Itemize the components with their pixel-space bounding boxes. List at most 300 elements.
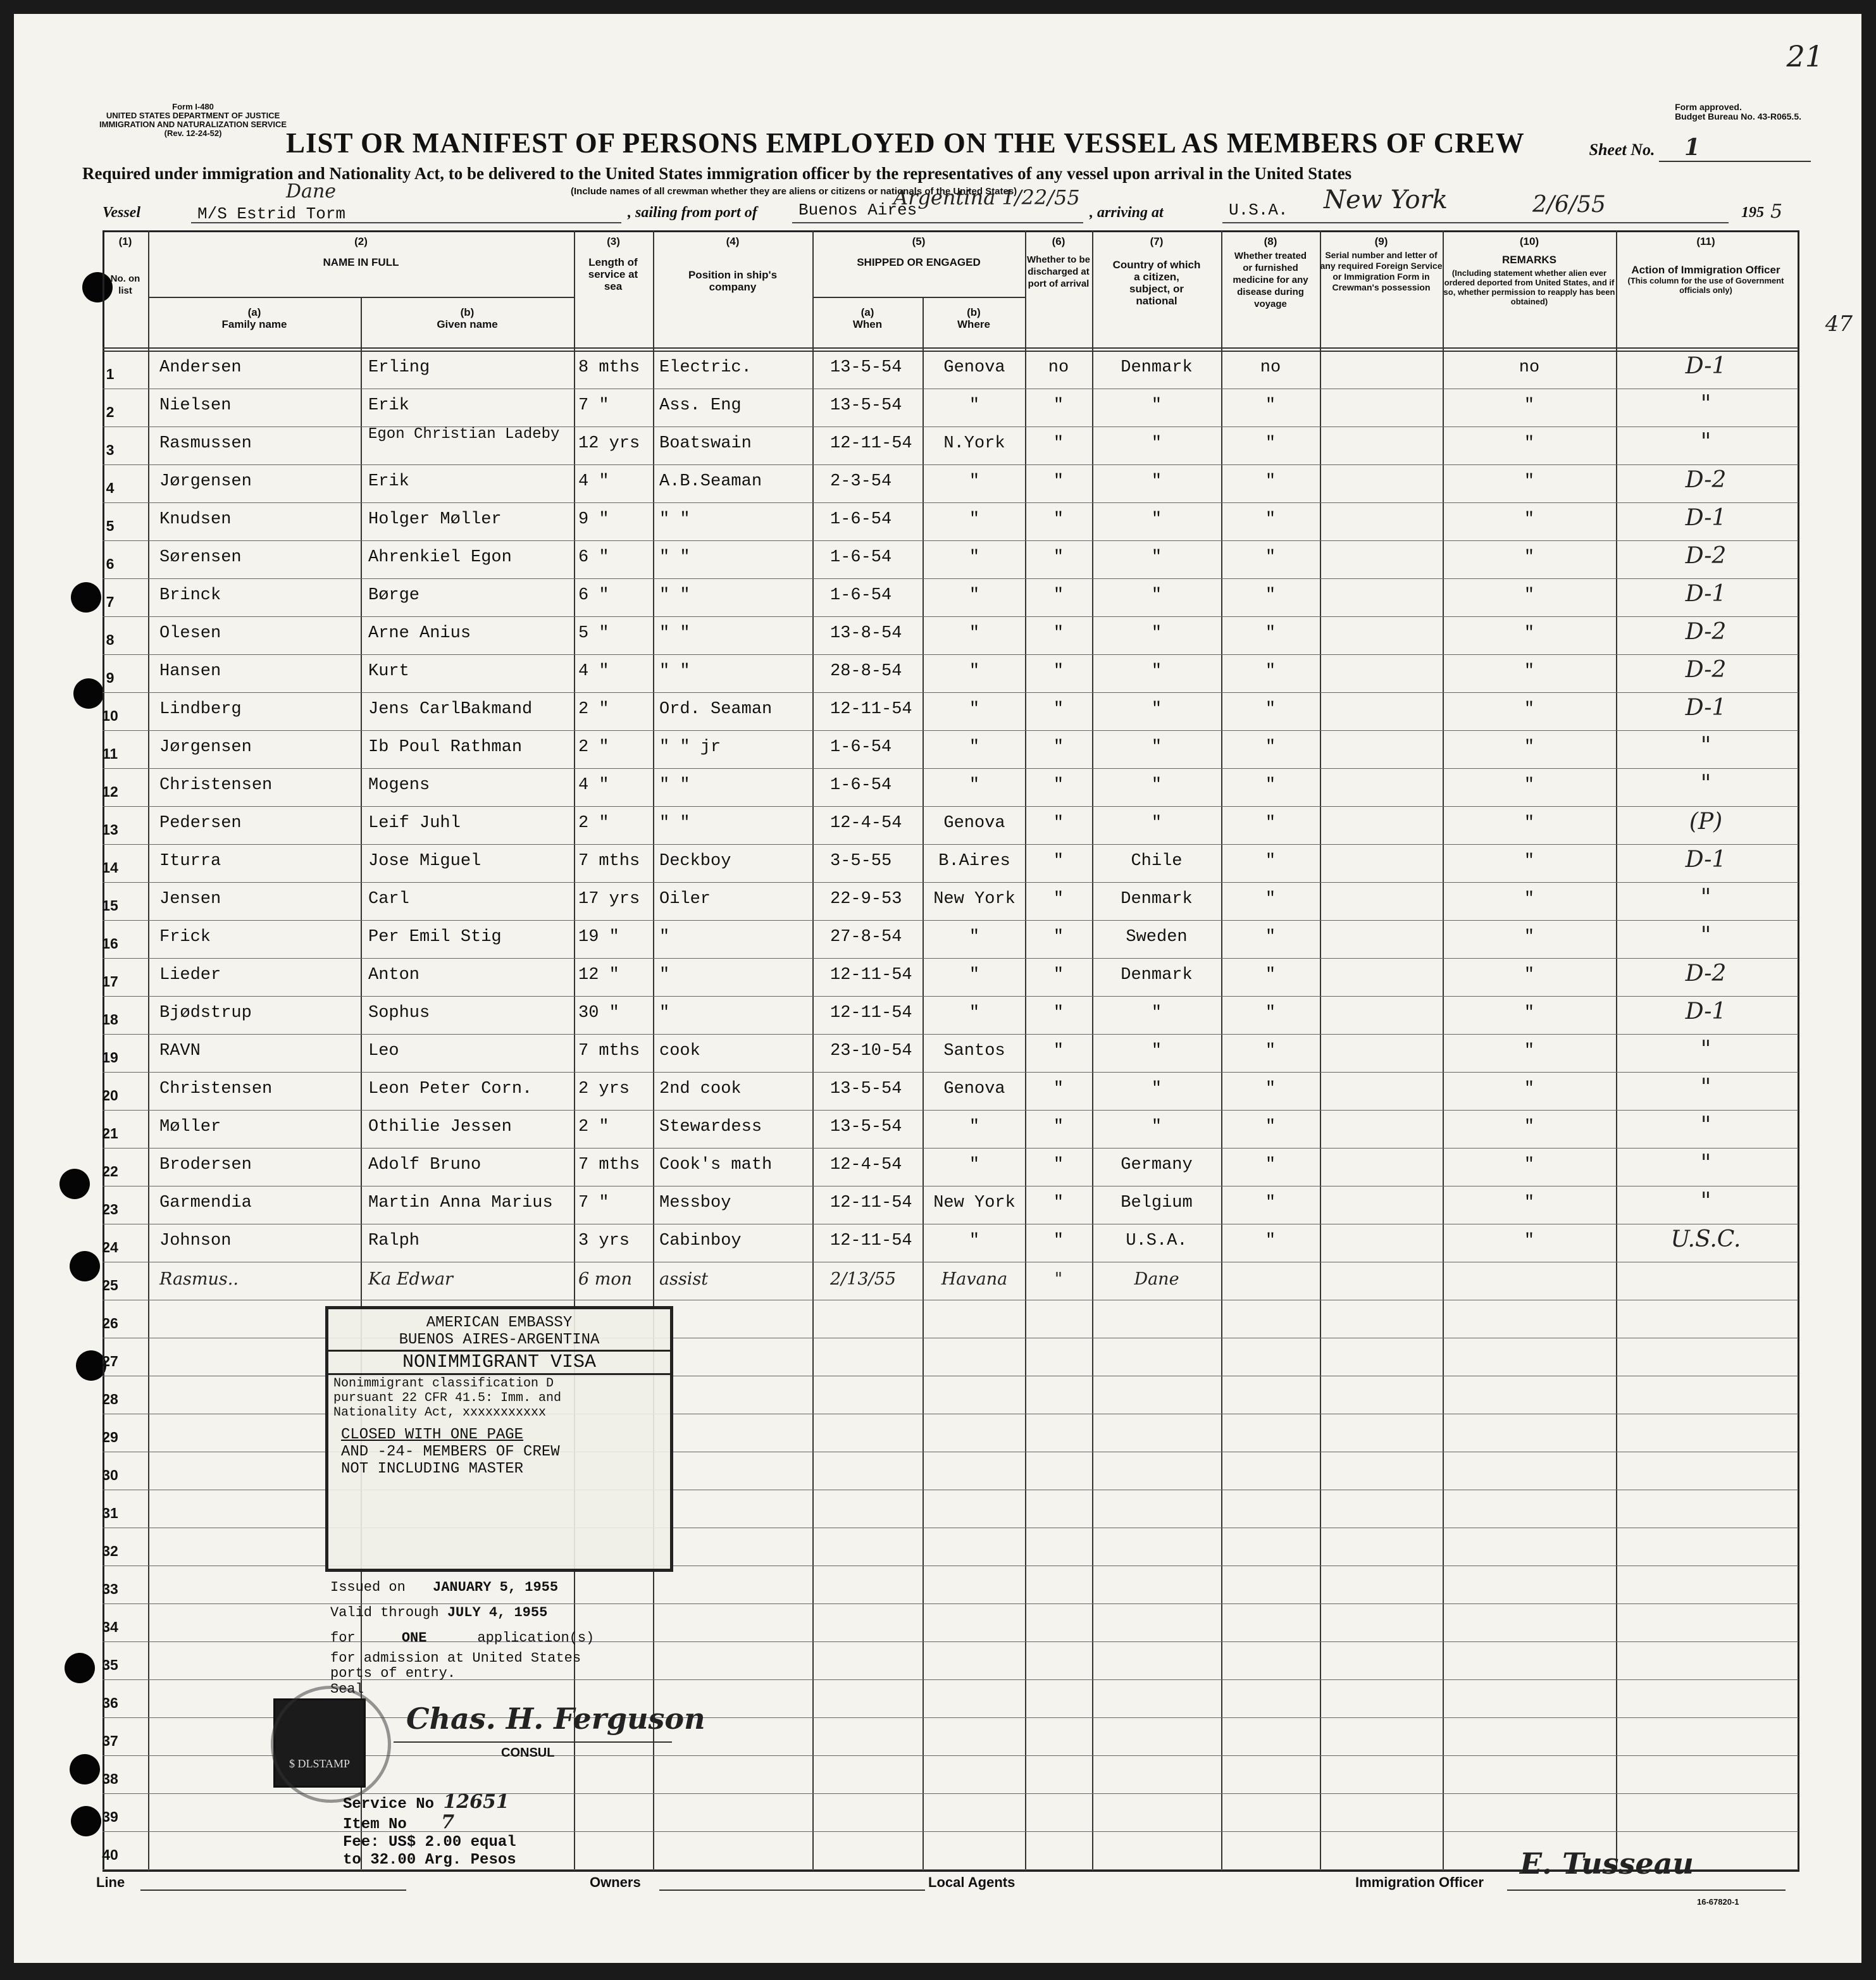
cell-action: " (1700, 1037, 1711, 1062)
cell-when: 22-9-53 (830, 890, 902, 909)
page-number: 21 (1786, 39, 1823, 73)
cell-disch: " (1053, 700, 1064, 719)
cell-given: Jose Miguel (368, 852, 481, 871)
cell-remarks: no (1519, 358, 1540, 377)
cell-service: 6 " (578, 586, 609, 605)
cell-service: 4 " (578, 472, 609, 491)
cell-action: (P) (1689, 809, 1723, 835)
cell-given: Erik (368, 472, 409, 491)
footer-owners-label: Owners (590, 1874, 641, 1890)
cell-given: Kurt (368, 662, 409, 681)
cell-when: 1-6-54 (830, 738, 892, 757)
cell-disch: " (1053, 814, 1064, 833)
cell-when: 13-5-54 (830, 358, 902, 377)
cell-given: Mogens (368, 776, 430, 795)
cell-position: " " (659, 586, 690, 605)
cell-service: 7 mths (578, 1042, 640, 1061)
line-number: 30 (102, 1467, 118, 1483)
cell-disch: " (1053, 548, 1064, 567)
cell-where: " (969, 662, 980, 681)
arriving-label: , arriving at (1090, 204, 1164, 221)
cell-family: Brinck (159, 586, 221, 605)
col-5a-header: (a) When (852, 306, 883, 330)
cell-remarks: " (1524, 1118, 1535, 1136)
form-identifier (99, 103, 287, 138)
cell-family: RAVN (159, 1042, 201, 1061)
cell-family: Christensen (159, 776, 273, 795)
cell-disch: no (1048, 358, 1069, 377)
line-number: 3 (106, 442, 115, 458)
cell-action: D-1 (1685, 353, 1727, 379)
line-number: 11 (102, 745, 118, 762)
cell-action: D-1 (1685, 505, 1727, 531)
cell-service: 6 " (578, 548, 609, 567)
cell-where: " (969, 1004, 980, 1023)
cell-med: " (1265, 624, 1276, 643)
cell-disch: " (1053, 396, 1064, 415)
cell-remarks: " (1524, 1193, 1535, 1212)
year-digit-handwritten: 5 (1770, 201, 1783, 223)
cell-family: Nielsen (159, 396, 232, 415)
cell-family: Andersen (159, 358, 242, 377)
stamp-issued-date: JANUARY 5, 1955 (433, 1579, 559, 1595)
stamp-classification: Nonimmigrant classification D (333, 1376, 554, 1391)
cell-remarks: " (1524, 510, 1535, 529)
table-row (102, 654, 1798, 692)
line-number: 12 (102, 783, 118, 800)
table-row (102, 1186, 1798, 1224)
cell-disch: " (1053, 1080, 1064, 1099)
budget-bureau: Budget Bureau No. 43-R065.5. (1675, 111, 1801, 121)
cell-med: " (1265, 776, 1276, 795)
cell-med: " (1265, 1231, 1276, 1250)
cell-service: 2 " (578, 700, 609, 719)
cell-action: " (1700, 885, 1711, 911)
cell-country: " (1151, 814, 1162, 833)
cell-country: Denmark (1121, 966, 1193, 985)
cell-country: " (1151, 472, 1162, 491)
cell-disch: " (1053, 472, 1064, 491)
cell-where: " (969, 700, 980, 719)
line-number: 26 (102, 1315, 118, 1331)
vessel-flag-handwritten: Dane (286, 180, 337, 202)
sailing-port: Buenos Aires (798, 201, 917, 220)
cell-med: " (1265, 814, 1276, 833)
cell-med: " (1265, 1080, 1276, 1099)
cell-family: Garmendia (159, 1193, 252, 1212)
cell-given: Erling (368, 358, 430, 377)
cell-action: " (1700, 1150, 1711, 1176)
cell-position: " " (659, 814, 690, 833)
vessel-name: M/S Estrid Torm (197, 204, 346, 223)
cell-country: Belgium (1121, 1193, 1193, 1212)
line-number: 6 (106, 556, 115, 572)
line-number: 29 (102, 1429, 118, 1445)
cell-service: 4 " (578, 776, 609, 795)
footer-officer-label: Immigration Officer (1355, 1874, 1484, 1890)
col-7-header: (7) Country of which a citizen, subject, or national (1112, 235, 1201, 307)
cell-position: " " (659, 548, 690, 567)
line-number: 9 (106, 669, 115, 686)
cell-when: 12-11-54 (830, 1004, 912, 1023)
cell-disch: " (1053, 662, 1064, 681)
cell-country: " (1151, 700, 1162, 719)
cell-med: " (1265, 890, 1276, 909)
cell-where: B.Aires (938, 852, 1010, 871)
cell-remarks: " (1524, 1155, 1535, 1174)
line-number: 34 (102, 1619, 118, 1635)
line-number: 38 (102, 1771, 118, 1787)
col-2a-header: (a) Family name (221, 306, 287, 330)
line-number: 20 (102, 1087, 118, 1104)
cell-action: " (1700, 1188, 1711, 1214)
cell-service: 7 mths (578, 1155, 640, 1174)
line-number: 40 (102, 1846, 118, 1863)
cell-given: Børge (368, 586, 420, 605)
cell-position: " " jr (659, 738, 721, 757)
arriving-city-handwritten: New York (1324, 185, 1448, 215)
cell-country: " (1151, 738, 1162, 757)
table-row (102, 578, 1798, 616)
cell-country: Denmark (1121, 358, 1193, 377)
line-number: 39 (102, 1809, 118, 1825)
cell-where: New York (933, 890, 1016, 909)
col-8-header: (8) Whether treated or furnished medicine for any disease during voyage (1233, 235, 1308, 309)
cell-family: Frick (159, 928, 211, 947)
cell-given: Egon Christian Ladeby (368, 426, 560, 443)
count-mark: 47 (1825, 311, 1853, 337)
cell-remarks: " (1524, 396, 1535, 415)
cell-action: " (1700, 391, 1711, 417)
crew-table (102, 230, 1798, 1871)
table-row (102, 1148, 1798, 1186)
punch-hole (65, 1653, 95, 1683)
cell-service: 12 " (578, 966, 619, 985)
cell-action: " (1700, 1074, 1711, 1100)
stamp-visa-type: NONIMMIGRANT VISA (328, 1350, 670, 1375)
cell-action: " (1700, 923, 1711, 949)
cell-when: 12-11-54 (830, 1231, 912, 1250)
cell-country: U.S.A. (1126, 1231, 1188, 1250)
cell-family: Jensen (159, 890, 221, 909)
cell-family: Møller (159, 1118, 221, 1136)
punch-hole (70, 1251, 100, 1281)
cell-country: " (1151, 662, 1162, 681)
table-row (102, 1034, 1798, 1072)
cell-service: 2 " (578, 738, 609, 757)
col-10-header: (10) REMARKS (Including statement whether alien ever ordered deported from United States, and if so, whether permission to reapply has been obtained) (1443, 235, 1615, 306)
cell-action: D-2 (1685, 619, 1727, 645)
table-row (102, 351, 1798, 389)
stamp-members: AND -24- MEMBERS OF CREW (341, 1443, 560, 1460)
cell-action: D-1 (1685, 581, 1727, 607)
cell-family: Brodersen (159, 1155, 252, 1174)
cell-when: 27-8-54 (830, 928, 902, 947)
cell-when: 1-6-54 (830, 776, 892, 795)
cell-position: Cabinboy (659, 1231, 742, 1250)
cell-disch: " (1053, 738, 1064, 757)
table-row (102, 806, 1798, 844)
stamp-closed: CLOSED WITH ONE PAGE (341, 1426, 524, 1443)
cell-action: " (1700, 1112, 1711, 1138)
cell-service: 3 yrs (578, 1231, 630, 1250)
cell-country: Denmark (1121, 890, 1193, 909)
cell-given: Per Emil Stig (368, 928, 502, 947)
cell-position: assist (659, 1269, 709, 1289)
cell-position: Ass. Eng (659, 396, 742, 415)
cell-when: 12-11-54 (830, 434, 912, 453)
cell-disch: " (1053, 776, 1064, 795)
cell-where: Santos (943, 1042, 1005, 1061)
line-number: 1 (106, 366, 115, 382)
cell-where: " (969, 1118, 980, 1136)
cell-family: Jørgensen (159, 738, 252, 757)
cell-remarks: " (1524, 624, 1535, 643)
fee-equivalent: to 32.00 Arg. Pesos (343, 1852, 516, 1869)
cell-family: Iturra (159, 852, 221, 871)
cell-action: D-2 (1685, 467, 1727, 493)
manifest-sheet (14, 14, 1861, 1963)
cell-where: " (969, 776, 980, 795)
cell-when: 13-5-54 (830, 1118, 902, 1136)
cell-when: 1-6-54 (830, 548, 892, 567)
table-row (102, 427, 1798, 464)
line-number: 35 (102, 1657, 118, 1673)
col-2b-header: (b) Given name (437, 306, 498, 330)
fee-stamp: $ DLSTAMP (273, 1698, 366, 1788)
cell-action: " (1700, 733, 1711, 759)
consul-label: CONSUL (501, 1746, 555, 1760)
cell-disch: " (1053, 1118, 1064, 1136)
cell-when: 3-5-55 (830, 852, 892, 871)
line-number: 4 (106, 480, 115, 496)
cell-when: 23-10-54 (830, 1042, 912, 1061)
cell-where: " (969, 738, 980, 757)
cell-position: " " (659, 776, 690, 795)
cell-when: 13-8-54 (830, 624, 902, 643)
cell-when: 12-11-54 (830, 700, 912, 719)
cell-service: 12 yrs (578, 434, 640, 453)
line-number: 2 (106, 404, 115, 420)
cell-given: Ralph (368, 1231, 420, 1250)
cell-disch: " (1054, 1269, 1063, 1289)
cell-given: Holger Møller (368, 510, 502, 529)
table-row (102, 1224, 1798, 1262)
cell-disch: " (1053, 928, 1064, 947)
cell-given: Martin Anna Marius (368, 1193, 553, 1212)
cell-action: D-1 (1685, 999, 1727, 1024)
stamp-valid-date: JULY 4, 1955 (447, 1605, 548, 1621)
cell-service: 6 mon (578, 1269, 633, 1289)
line-number: 17 (102, 973, 118, 990)
line-number: 24 (102, 1239, 118, 1255)
cell-country: " (1151, 586, 1162, 605)
cell-family: Lindberg (159, 700, 242, 719)
cell-country: " (1151, 396, 1162, 415)
sheet-value: 1 (1659, 134, 1811, 162)
cell-family: Jørgensen (159, 472, 252, 491)
cell-med: " (1265, 548, 1276, 567)
line-number: 14 (102, 859, 118, 876)
line-number: 21 (102, 1125, 118, 1142)
line-number: 5 (106, 518, 115, 534)
cell-family: Bjødstrup (159, 1004, 252, 1023)
cell-disch: " (1053, 890, 1064, 909)
cell-position: cook (659, 1042, 700, 1061)
cell-action: U.S.C. (1670, 1226, 1741, 1252)
cell-where: Havana (941, 1269, 1008, 1289)
cell-given: Leif Juhl (368, 814, 461, 833)
cell-disch: " (1053, 434, 1064, 453)
cell-disch: " (1053, 624, 1064, 643)
cell-service: 19 " (578, 928, 619, 947)
cell-where: " (969, 548, 980, 567)
cell-position: " (659, 928, 670, 947)
cell-family: Olesen (159, 624, 221, 643)
cell-position: A.B.Seaman (659, 472, 762, 491)
stamp-master: NOT INCLUDING MASTER (341, 1460, 524, 1478)
cell-position: " (659, 966, 670, 985)
footer-line-label: Line (96, 1874, 125, 1890)
cell-disch: " (1053, 1231, 1064, 1250)
cell-med: " (1265, 396, 1276, 415)
officer-signature: E. Tusseau (1520, 1846, 1694, 1881)
cell-family: Rasmus.. (159, 1269, 239, 1289)
cell-service: 7 mths (578, 852, 640, 871)
cell-med: " (1265, 1155, 1276, 1174)
cell-med: " (1265, 662, 1276, 681)
cell-given: Ahrenkiel Egon (368, 548, 512, 567)
service-number: 12651 (443, 1791, 509, 1813)
consular-seal (271, 1686, 391, 1803)
line-number: 18 (102, 1011, 118, 1028)
table-row (102, 958, 1798, 996)
cell-action: D-2 (1685, 543, 1727, 569)
cell-given: Sophus (368, 1004, 430, 1023)
col-1-header: (1) No. on list (110, 235, 140, 296)
cell-country: " (1151, 548, 1162, 567)
table-row (102, 389, 1798, 427)
stamp-applications: ONE (401, 1630, 427, 1646)
cell-position: Messboy (659, 1193, 731, 1212)
cell-med: no (1260, 358, 1281, 377)
line-number: 19 (102, 1049, 118, 1066)
cell-remarks: " (1524, 1042, 1535, 1061)
col-2-header: (2) NAME IN FULL (323, 235, 399, 268)
cell-when: 1-6-54 (830, 586, 892, 605)
cell-position: " " (659, 510, 690, 529)
cell-remarks: " (1524, 776, 1535, 795)
cell-med: " (1265, 1042, 1276, 1061)
cell-med: " (1265, 738, 1276, 757)
cell-where: " (969, 1231, 980, 1250)
col-5b-header: (b) Where (957, 306, 990, 330)
cell-country: " (1151, 434, 1162, 453)
cell-med: " (1265, 510, 1276, 529)
cell-where: " (969, 396, 980, 415)
table-row (102, 692, 1798, 730)
cell-given: Carl (368, 890, 409, 909)
cell-when: 1-6-54 (830, 510, 892, 529)
cell-where: " (969, 1155, 980, 1174)
table-row (102, 882, 1798, 920)
cell-position: Deckboy (659, 852, 731, 871)
cell-where: Genova (943, 1080, 1005, 1099)
cell-country: " (1151, 776, 1162, 795)
cell-family: Christensen (159, 1080, 273, 1099)
service-block: Service No 12651 Item No 7 Fee: US$ 2.00 equal to 32.00 Arg. Pesos (343, 1791, 516, 1869)
cell-remarks: " (1524, 1080, 1535, 1099)
approval-line: Form approved. (1675, 102, 1742, 112)
cell-disch: " (1053, 852, 1064, 871)
sheet-number (1589, 134, 1811, 162)
year-label: 195 (1741, 204, 1764, 221)
cell-remarks: " (1524, 852, 1535, 871)
cell-disch: " (1053, 1042, 1064, 1061)
table-row (102, 540, 1798, 578)
punch-hole (71, 1806, 101, 1836)
cell-action: D-1 (1685, 695, 1727, 721)
cell-when: 2-3-54 (830, 472, 892, 491)
cell-family: Rasmussen (159, 434, 252, 453)
cell-where: N.York (943, 434, 1005, 453)
cell-remarks: " (1524, 966, 1535, 985)
cell-where: " (969, 966, 980, 985)
cell-remarks: " (1524, 662, 1535, 681)
line-number: 32 (102, 1543, 118, 1559)
cell-when: 12-11-54 (830, 966, 912, 985)
cell-where: " (969, 472, 980, 491)
cell-remarks: " (1524, 928, 1535, 947)
table-row (102, 616, 1798, 654)
cell-med: " (1265, 966, 1276, 985)
cell-position: " " (659, 662, 690, 681)
cell-where: " (969, 624, 980, 643)
cell-where: Genova (943, 814, 1005, 833)
table-row (102, 1072, 1798, 1110)
cell-position: Boatswain (659, 434, 752, 453)
line-number: 7 (106, 594, 115, 610)
cell-country: " (1151, 510, 1162, 529)
cell-where: " (969, 586, 980, 605)
cell-med: " (1265, 1193, 1276, 1212)
cell-family: Johnson (159, 1231, 232, 1250)
table-row (102, 1262, 1798, 1300)
consul-signature: Chas. H. Ferguson (406, 1702, 705, 1736)
col-11-header: (11) Action of Immigration Officer (This column for the use of Government officials only) (1627, 235, 1784, 295)
cell-service: 2 yrs (578, 1080, 630, 1099)
cell-disch: " (1053, 1004, 1064, 1023)
cell-country: Chile (1131, 852, 1183, 871)
cell-med: " (1265, 700, 1276, 719)
service-name: IMMIGRATION AND NATURALIZATION SERVICE (99, 120, 287, 129)
cell-action: D-2 (1685, 961, 1727, 987)
cell-action: D-1 (1685, 847, 1727, 873)
cell-family: Sørensen (159, 548, 242, 567)
cell-service: 7 " (578, 1193, 609, 1212)
form-approval (1675, 103, 1801, 121)
line-number: 16 (102, 935, 118, 952)
cell-service: 7 " (578, 396, 609, 415)
cell-service: 2 " (578, 1118, 609, 1136)
cell-service: 30 " (578, 1004, 619, 1023)
table-row (102, 920, 1798, 958)
cell-when: 12-4-54 (830, 1155, 902, 1174)
col-3-header: (3) Length of service at sea (588, 235, 638, 292)
stamp-act: Nationality Act, xxxxxxxxxxx (333, 1405, 547, 1420)
table-row (102, 768, 1798, 806)
page-title: LIST OR MANIFEST OF PERSONS EMPLOYED ON THE VESSEL AS MEMBERS OF CREW (286, 127, 1525, 159)
